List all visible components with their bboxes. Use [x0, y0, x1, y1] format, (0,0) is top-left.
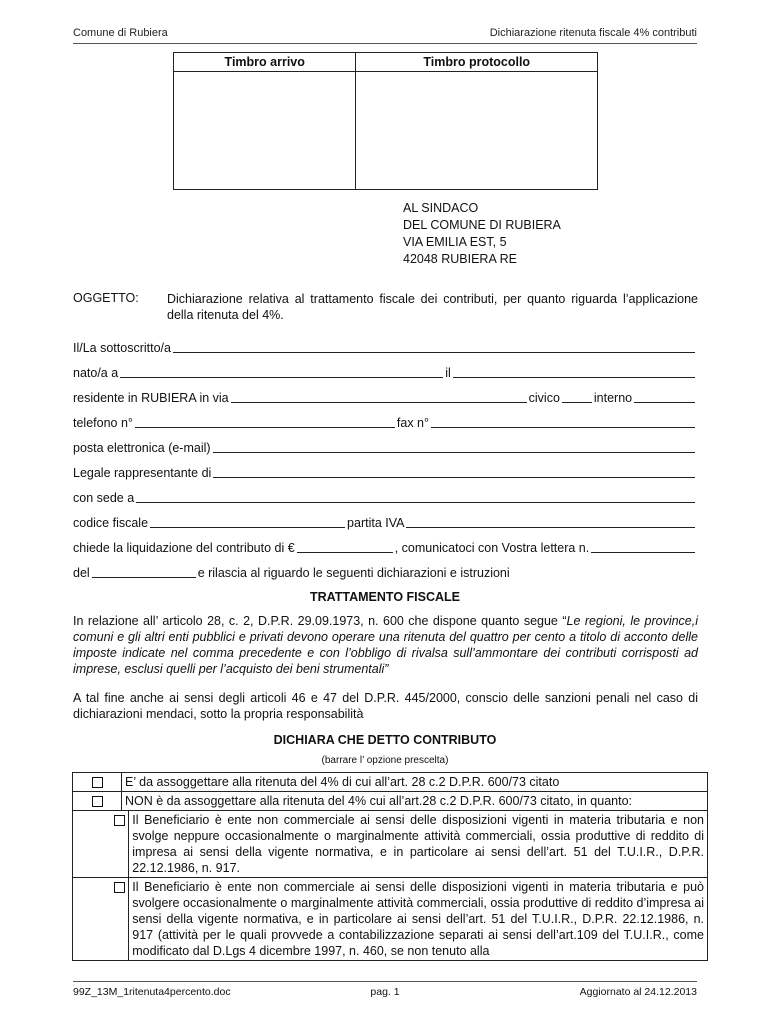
page-footer [73, 981, 697, 1000]
stamp-arrival-header: Timbro arrivo [174, 53, 356, 72]
birthplace-field[interactable] [120, 366, 443, 378]
legal-representative-field[interactable] [213, 466, 695, 478]
sub-option-2-text: Il Beneficiario è ente non commerciale ai sensi delle disposizioni vigenti in materia tributaria e può svolgere occasionalmente o marginalmente attività commerciali, ossia produttive di reddito d’impresa ai sensi della vigente normativa, e in particolare ai sensi dell’art. 51 del T.U.I.R., D.P.R. 22.12.1986, n. 917 (attività per le quali provvede a contabilizzazione separati ai sensi dell’art.109 del T.U.I.R., come modificato dal D.Lgs 4 dicembre 1997, n. 460, se non tenuto alla [129, 878, 708, 961]
subject-text: Dichiarazione relativa al trattamento fiscale dei contributi, per quanto riguarda l’applicazione della ritenuta del 4%. [167, 292, 698, 322]
stamp-arrival-box [174, 72, 356, 190]
email-field[interactable] [213, 441, 695, 453]
address-line: VIA EMILIA EST, 5 [403, 235, 507, 249]
instruction-note: (barrare l’ opzione prescelta) [321, 755, 449, 766]
field-label: con sede a [73, 491, 135, 505]
quoted-law-text: Le regioni, le province,i comuni e gli altri enti pubblici e privati devono operare una ritenuta del quattro per cento a titolo di acconto delle imposte indicate nel comma precedente e con l’obbligo di rivalsa sull’ammontare dei contributi corrisposti ad imprese, esclusi quelli per l’acquisto dei beni strumentali [73, 614, 699, 676]
field-label: codice fiscale [73, 516, 149, 530]
fax-field[interactable] [431, 416, 695, 428]
section-title-declaration: DICHIARA CHE DETTO CONTRIBUTO [273, 733, 497, 747]
sub-option-checkbox-cell [73, 811, 129, 878]
footer-updated-date: Aggiornato al 24.12.2013 [579, 986, 697, 998]
field-label: e rilascia al riguardo le seguenti dichiarazioni e istruzioni [197, 566, 510, 580]
quote-end: ” [384, 662, 389, 676]
field-label: del [73, 566, 90, 580]
address-line: 42048 RUBIERA RE [403, 252, 517, 266]
field-label: chiede la liquidazione del contributo di € [73, 541, 295, 555]
option-row [73, 773, 708, 792]
letter-number-field[interactable] [591, 541, 695, 553]
stamp-table [173, 52, 598, 190]
field-row-del [73, 564, 697, 580]
headquarters-field[interactable] [136, 491, 695, 503]
sottoscritto-field[interactable] [173, 341, 695, 353]
phone-field[interactable] [135, 416, 395, 428]
subject-label: OGGETTO: [73, 291, 139, 305]
option-row [73, 792, 708, 811]
option-not-subject-checkbox[interactable] [92, 796, 103, 807]
section-title-tax: TRATTAMENTO FISCALE [310, 590, 460, 604]
header-municipality: Comune di Rubiera [73, 27, 168, 39]
letter-date-field[interactable] [92, 566, 196, 578]
field-row-nato [73, 364, 697, 380]
option-checkbox-cell [73, 773, 122, 792]
field-row-telefono [73, 414, 697, 430]
field-label: interno [593, 391, 633, 405]
vat-number-field[interactable] [406, 516, 695, 528]
tax-code-field[interactable] [150, 516, 345, 528]
interior-field[interactable] [634, 391, 695, 403]
sub-option-row [73, 878, 708, 961]
stamp-protocol-box [356, 72, 598, 190]
civic-number-field[interactable] [562, 391, 592, 403]
footer-filename: 99Z_13M_1ritenuta4percento.doc [73, 986, 231, 998]
field-label: Il/La sottoscritto/a [73, 341, 171, 355]
field-label: fax n° [396, 416, 430, 430]
address-line: AL SINDACO [403, 201, 479, 215]
sub-option-1-text: Il Beneficiario è ente non commerciale ai sensi delle disposizioni vigenti in materia tributaria e non svolge neppure occasionalmente o marginalmente attività commerciali, ossia produttive di reddito di impresa ai sensi della vigente normativa, e in particolare ai sensi dell’art. 51 del T.U.I.R., D.P.R. 22.12.1986, n. 917. [129, 811, 708, 878]
field-label: partita IVA [347, 516, 405, 530]
field-row-residenza [73, 389, 697, 405]
option-subject-text: E’ da assoggettare alla ritenuta del 4% di cui all’art. 28 c.2 D.P.R. 600/73 citato [122, 773, 708, 792]
field-row-cf-iva [73, 514, 697, 530]
field-row-contributo [73, 539, 697, 555]
stamp-protocol-header: Timbro protocollo [356, 53, 598, 72]
sub-option-1-checkbox[interactable] [114, 815, 125, 826]
street-field[interactable] [231, 391, 527, 403]
amount-field[interactable] [297, 541, 393, 553]
declaration-paragraph: A tal fine anche ai sensi degli articoli 46 e 47 del D.P.R. 445/2000, conscio delle sanzioni penali nel caso di dichiarazioni mendaci, sotto la propria responsabilità [73, 691, 698, 721]
paragraph-text: In relazione all’ articolo 28, c. 2, D.P.R. 29.09.1973, n. 600 che dispone quanto segue “ [73, 614, 567, 628]
field-label: residente in RUBIERA in via [73, 391, 229, 405]
sub-option-2-checkbox[interactable] [114, 882, 125, 893]
field-label: , comunicatoci con Vostra lettera n. [394, 541, 590, 555]
option-checkbox-cell [73, 792, 122, 811]
sub-option-checkbox-cell [73, 878, 129, 961]
header-doc-title: Dichiarazione ritenuta fiscale 4% contributi [489, 27, 697, 39]
field-label: Legale rappresentante di [73, 466, 212, 480]
page-header [73, 27, 697, 44]
option-not-subject-text: NON è da assoggettare alla ritenuta del 4% cui all’art.28 c.2 D.P.R. 600/73 citato, in quanto: [122, 792, 708, 811]
birthdate-field[interactable] [453, 366, 695, 378]
sub-option-row [73, 811, 708, 878]
field-row-sottoscritto [73, 339, 697, 355]
footer-page-number: pag. 1 [370, 986, 400, 998]
options-table [72, 772, 708, 961]
field-row-email [73, 439, 697, 455]
address-line: DEL COMUNE DI RUBIERA [403, 218, 561, 232]
legal-reference-paragraph [73, 613, 698, 677]
field-label: telefono n° [73, 416, 133, 430]
field-label: posta elettronica (e-mail) [73, 441, 211, 455]
field-row-sede [73, 489, 697, 505]
option-subject-checkbox[interactable] [92, 777, 103, 788]
recipient-address [403, 200, 561, 268]
field-label: nato/a a [73, 366, 119, 380]
field-label: civico [528, 391, 560, 405]
field-label: il [445, 366, 451, 380]
field-row-legale [73, 464, 697, 480]
